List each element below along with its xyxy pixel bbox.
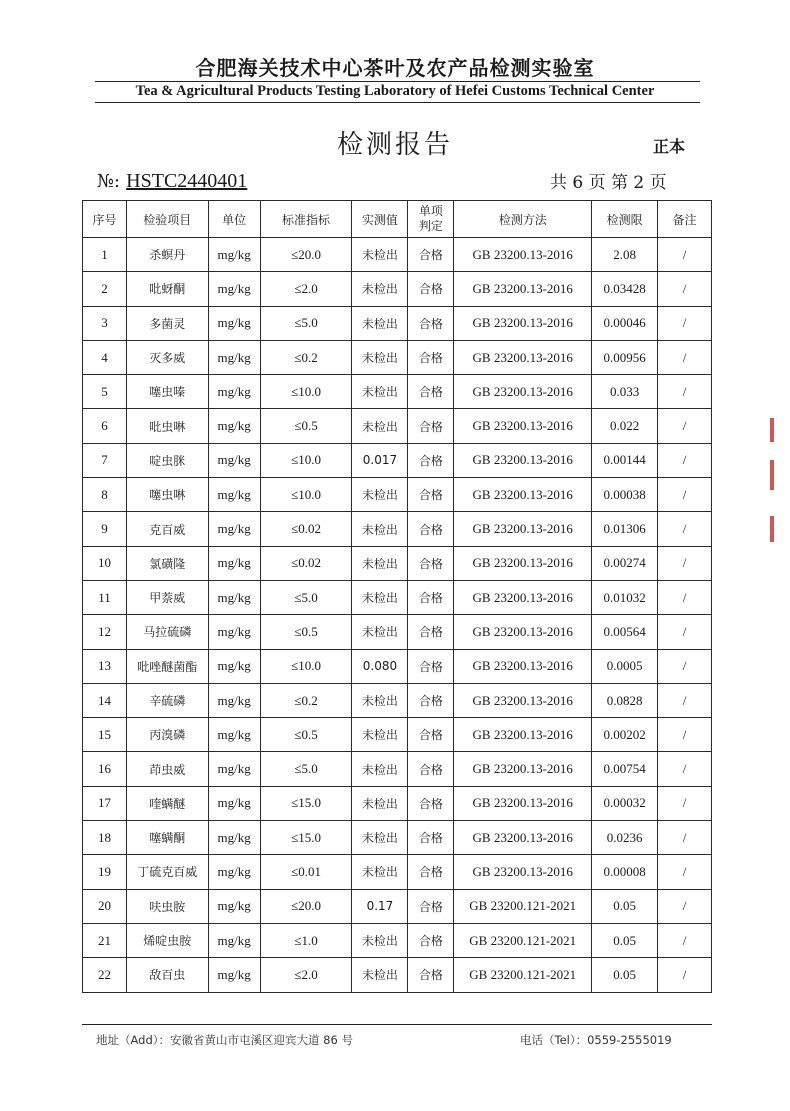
table-cell: 合格 [408, 580, 454, 614]
table-cell: ≤5.0 [260, 306, 352, 340]
table-cell: GB 23200.13-2016 [454, 718, 592, 752]
table-cell: / [658, 821, 712, 855]
table-row [83, 958, 712, 992]
table-cell: mg/kg [208, 375, 260, 409]
header-cell: 备注 [658, 201, 712, 238]
table-cell: / [658, 889, 712, 923]
table-cell: 多菌灵 [126, 306, 208, 340]
table-row [83, 272, 712, 306]
table-cell: 未检出 [352, 546, 408, 580]
table-row [83, 340, 712, 374]
table-cell: 未检出 [352, 512, 408, 546]
table-cell: mg/kg [208, 340, 260, 374]
table-row [83, 855, 712, 889]
table-cell: 合格 [408, 752, 454, 786]
table-cell: 未检出 [352, 752, 408, 786]
table-cell: GB 23200.121-2021 [454, 923, 592, 957]
table-cell: / [658, 238, 712, 272]
table-cell: 22 [83, 958, 127, 992]
table-cell: GB 23200.121-2021 [454, 889, 592, 923]
table-cell: GB 23200.121-2021 [454, 958, 592, 992]
table-cell: 0.05 [592, 889, 658, 923]
table-cell: 合格 [408, 409, 454, 443]
table-cell: GB 23200.13-2016 [454, 409, 592, 443]
table-cell: 合格 [408, 649, 454, 683]
table-cell: 合格 [408, 238, 454, 272]
table-cell: mg/kg [208, 649, 260, 683]
table-cell: mg/kg [208, 889, 260, 923]
header-rule-top [95, 81, 700, 82]
table-cell: ≤20.0 [260, 889, 352, 923]
table-row [83, 718, 712, 752]
table-cell: 呋虫胺 [126, 889, 208, 923]
table-cell: ≤0.5 [260, 718, 352, 752]
table-cell: GB 23200.13-2016 [454, 272, 592, 306]
table-cell: 11 [83, 580, 127, 614]
table-cell: 0.00956 [592, 340, 658, 374]
table-cell: / [658, 649, 712, 683]
table-cell: 5 [83, 375, 127, 409]
table-cell: 17 [83, 786, 127, 820]
table-cell: 合格 [408, 786, 454, 820]
table-cell: ≤0.2 [260, 683, 352, 717]
table-cell: 合格 [408, 272, 454, 306]
table-row [83, 443, 712, 477]
table-cell: ≤0.5 [260, 409, 352, 443]
table-cell: 0.017 [352, 443, 408, 477]
table-cell: 0.00274 [592, 546, 658, 580]
table-cell: GB 23200.13-2016 [454, 375, 592, 409]
table-cell: 合格 [408, 855, 454, 889]
table-cell: mg/kg [208, 546, 260, 580]
report-number-label: №: [97, 171, 121, 192]
table-cell: 0.01306 [592, 512, 658, 546]
table-cell: GB 23200.13-2016 [454, 615, 592, 649]
table-cell: 未检出 [352, 306, 408, 340]
table-cell: mg/kg [208, 923, 260, 957]
table-cell: ≤10.0 [260, 478, 352, 512]
table-cell: 18 [83, 821, 127, 855]
table-cell: 合格 [408, 615, 454, 649]
table-cell: ≤0.5 [260, 615, 352, 649]
table-cell: ≤20.0 [260, 238, 352, 272]
table-cell: 0.01032 [592, 580, 658, 614]
table-cell: mg/kg [208, 238, 260, 272]
table-cell: / [658, 340, 712, 374]
table-cell: GB 23200.13-2016 [454, 580, 592, 614]
table-row [83, 923, 712, 957]
table-cell: 未检出 [352, 821, 408, 855]
table-cell: 马拉硫磷 [126, 615, 208, 649]
table-cell: 吡唑醚菌酯 [126, 649, 208, 683]
table-cell: 合格 [408, 340, 454, 374]
table-cell: mg/kg [208, 683, 260, 717]
table-cell: 未检出 [352, 615, 408, 649]
footer-rule [82, 1024, 712, 1025]
table-cell: 0.05 [592, 923, 658, 957]
table-cell: 6 [83, 409, 127, 443]
header-cell: 检测方法 [454, 201, 592, 238]
table-cell: 未检出 [352, 409, 408, 443]
page-info: 共 6 页 第 2 页 [550, 173, 667, 193]
table-cell: 20 [83, 889, 127, 923]
table-cell: 未检出 [352, 683, 408, 717]
org-name-cn: 合肥海关技术中心茶叶及农产品检测实验室 [195, 56, 595, 80]
table-cell: 未检出 [352, 923, 408, 957]
header-cell: 单位 [208, 201, 260, 238]
table-cell: 0.0236 [592, 821, 658, 855]
table-cell: 0.033 [592, 375, 658, 409]
table-row [83, 238, 712, 272]
table-cell: 3 [83, 306, 127, 340]
table-row [83, 546, 712, 580]
table-cell: / [658, 923, 712, 957]
table-cell: 吡蚜酮 [126, 272, 208, 306]
table-cell: ≤0.01 [260, 855, 352, 889]
table-cell: 合格 [408, 546, 454, 580]
table-cell: / [658, 272, 712, 306]
table-row [83, 821, 712, 855]
table-cell: 未检出 [352, 958, 408, 992]
table-cell: 0.00008 [592, 855, 658, 889]
table-cell: ≤10.0 [260, 443, 352, 477]
table-cell: GB 23200.13-2016 [454, 306, 592, 340]
table-cell: / [658, 718, 712, 752]
table-cell: ≤0.02 [260, 512, 352, 546]
table-cell: / [658, 786, 712, 820]
table-cell: mg/kg [208, 958, 260, 992]
header-cell: 检测限 [592, 201, 658, 238]
table-cell: 茚虫威 [126, 752, 208, 786]
table-cell: GB 23200.13-2016 [454, 786, 592, 820]
org-name-en: Tea & Agricultural Products Testing Laboratory of Hefei Customs Technical Center [135, 83, 655, 99]
table-cell: 16 [83, 752, 127, 786]
table-cell: 0.17 [352, 889, 408, 923]
table-cell: mg/kg [208, 786, 260, 820]
footer-address: 地址（Add）：安徽省黄山市屯溪区迎宾大道 86 号 [96, 1033, 353, 1047]
table-cell: 吡虫啉 [126, 409, 208, 443]
table-cell: 合格 [408, 821, 454, 855]
table-cell: 敌百虫 [126, 958, 208, 992]
report-number-value: HSTC2440401 [126, 170, 248, 192]
table-row [83, 752, 712, 786]
table-row [83, 649, 712, 683]
table-cell: 合格 [408, 958, 454, 992]
table-cell: 合格 [408, 683, 454, 717]
table-cell: 丁硫克百威 [126, 855, 208, 889]
table-cell: 噻虫啉 [126, 478, 208, 512]
table-cell: / [658, 580, 712, 614]
table-cell: ≤5.0 [260, 752, 352, 786]
table-row [83, 786, 712, 820]
table-cell: ≤0.02 [260, 546, 352, 580]
table-cell: 喹螨醚 [126, 786, 208, 820]
table-cell: ≤2.0 [260, 958, 352, 992]
table-cell: 氯磺隆 [126, 546, 208, 580]
results-table [82, 200, 712, 993]
footer-phone: 电话（Tel）：0559-2555019 [520, 1033, 672, 1047]
report-number [97, 170, 247, 193]
table-cell: / [658, 306, 712, 340]
table-row [83, 683, 712, 717]
table-cell: mg/kg [208, 478, 260, 512]
table-cell: 未检出 [352, 718, 408, 752]
table-cell: 未检出 [352, 238, 408, 272]
table-cell: GB 23200.13-2016 [454, 821, 592, 855]
table-cell: 1 [83, 238, 127, 272]
table-cell: / [658, 855, 712, 889]
table-cell: 未检出 [352, 340, 408, 374]
report-title: 检测报告 [336, 130, 453, 160]
table-cell: 0.080 [352, 649, 408, 683]
table-cell: GB 23200.13-2016 [454, 340, 592, 374]
table-cell: mg/kg [208, 443, 260, 477]
seal-edge-mark [770, 418, 774, 442]
table-cell: / [658, 615, 712, 649]
table-cell: 噻螨酮 [126, 821, 208, 855]
table-cell: 未检出 [352, 855, 408, 889]
table-cell: 未检出 [352, 375, 408, 409]
table-cell: 丙溴磷 [126, 718, 208, 752]
table-cell: 0.05 [592, 958, 658, 992]
table-cell: 0.00754 [592, 752, 658, 786]
table-cell: / [658, 512, 712, 546]
table-cell: ≤2.0 [260, 272, 352, 306]
table-cell: 0.00564 [592, 615, 658, 649]
table-cell: 噻虫嗪 [126, 375, 208, 409]
table-cell: 克百威 [126, 512, 208, 546]
table-cell: GB 23200.13-2016 [454, 443, 592, 477]
table-cell: mg/kg [208, 512, 260, 546]
table-cell: 合格 [408, 512, 454, 546]
header-cell: 序号 [83, 201, 127, 238]
table-cell: 合格 [408, 889, 454, 923]
table-cell: 甲萘威 [126, 580, 208, 614]
table-row [83, 512, 712, 546]
table-cell: 21 [83, 923, 127, 957]
header-cell: 标准指标 [260, 201, 352, 238]
table-cell: GB 23200.13-2016 [454, 752, 592, 786]
seal-edge-mark [770, 516, 774, 542]
table-cell: 0.00046 [592, 306, 658, 340]
table-cell: 0.0828 [592, 683, 658, 717]
table-cell: mg/kg [208, 306, 260, 340]
header-cell: 检验项目 [126, 201, 208, 238]
table-cell: 烯啶虫胺 [126, 923, 208, 957]
table-row [83, 306, 712, 340]
table-cell: / [658, 375, 712, 409]
table-cell: mg/kg [208, 821, 260, 855]
table-cell: 0.00032 [592, 786, 658, 820]
table-cell: 0.0005 [592, 649, 658, 683]
table-cell: 未检出 [352, 272, 408, 306]
table-cell: 未检出 [352, 580, 408, 614]
table-cell: mg/kg [208, 580, 260, 614]
table-cell: 2 [83, 272, 127, 306]
table-cell: 0.022 [592, 409, 658, 443]
header-cell: 实测值 [352, 201, 408, 238]
table-cell: GB 23200.13-2016 [454, 238, 592, 272]
table-cell: 0.03428 [592, 272, 658, 306]
table-cell: GB 23200.13-2016 [454, 683, 592, 717]
table-cell: ≤15.0 [260, 821, 352, 855]
table-cell: mg/kg [208, 718, 260, 752]
table-cell: 10 [83, 546, 127, 580]
table-cell: GB 23200.13-2016 [454, 478, 592, 512]
table-cell: GB 23200.13-2016 [454, 546, 592, 580]
table-cell: mg/kg [208, 855, 260, 889]
table-row [83, 615, 712, 649]
table-cell: 合格 [408, 478, 454, 512]
table-cell: / [658, 546, 712, 580]
copy-type-label: 正本 [653, 137, 686, 156]
table-cell: 8 [83, 478, 127, 512]
table-cell: ≤5.0 [260, 580, 352, 614]
table-cell: ≤15.0 [260, 786, 352, 820]
header-rule-bottom [95, 102, 700, 103]
table-cell: / [658, 752, 712, 786]
table-cell: 未检出 [352, 786, 408, 820]
table-cell: ≤10.0 [260, 649, 352, 683]
table-cell: 未检出 [352, 478, 408, 512]
table-cell: / [658, 683, 712, 717]
table-row [83, 375, 712, 409]
table-cell: 4 [83, 340, 127, 374]
table-cell: / [658, 478, 712, 512]
table-cell: 合格 [408, 306, 454, 340]
table-cell: 杀螟丹 [126, 238, 208, 272]
table-cell: 0.00202 [592, 718, 658, 752]
table-cell: 合格 [408, 443, 454, 477]
table-cell: 合格 [408, 923, 454, 957]
table-header-row [83, 201, 712, 238]
table-cell: 13 [83, 649, 127, 683]
table-cell: / [658, 409, 712, 443]
table-cell: 0.00038 [592, 478, 658, 512]
table-cell: GB 23200.13-2016 [454, 855, 592, 889]
table-cell: 合格 [408, 718, 454, 752]
table-cell: mg/kg [208, 752, 260, 786]
table-cell: 9 [83, 512, 127, 546]
table-cell: / [658, 958, 712, 992]
table-row [83, 409, 712, 443]
table-cell: ≤0.2 [260, 340, 352, 374]
table-cell: mg/kg [208, 272, 260, 306]
table-cell: 7 [83, 443, 127, 477]
table-body [83, 238, 712, 993]
table-cell: ≤1.0 [260, 923, 352, 957]
table-cell: / [658, 443, 712, 477]
table-cell: 辛硫磷 [126, 683, 208, 717]
table-cell: 灭多威 [126, 340, 208, 374]
table-cell: 14 [83, 683, 127, 717]
table-cell: 合格 [408, 375, 454, 409]
table-cell: mg/kg [208, 615, 260, 649]
table-row [83, 478, 712, 512]
table-cell: 12 [83, 615, 127, 649]
table-row [83, 889, 712, 923]
table-row [83, 580, 712, 614]
table-cell: 15 [83, 718, 127, 752]
table-cell: ≤10.0 [260, 375, 352, 409]
table-cell: 啶虫脒 [126, 443, 208, 477]
table-cell: 2.08 [592, 238, 658, 272]
table-cell: mg/kg [208, 409, 260, 443]
table-cell: 19 [83, 855, 127, 889]
header-cell-text: 单项判定 [418, 204, 443, 233]
table-cell: GB 23200.13-2016 [454, 649, 592, 683]
table-cell: 0.00144 [592, 443, 658, 477]
table-cell: GB 23200.13-2016 [454, 512, 592, 546]
header-cell [408, 201, 454, 238]
seal-edge-mark [770, 460, 774, 490]
